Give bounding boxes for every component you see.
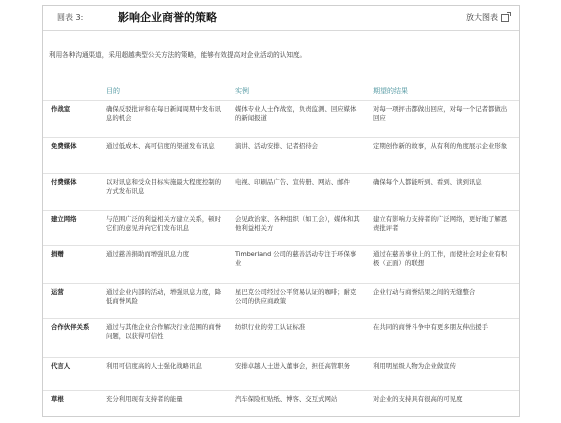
row-purpose: 通过低成本、高可信度的渠道发布讯息 <box>106 142 215 150</box>
row-purpose: 通过与其他企业合作解决行业范围的商誉问题，以获得可信性 <box>106 323 222 340</box>
row-example: 演讲、活动安排、记者招待会 <box>235 142 319 150</box>
row-name: 免费媒体 <box>51 142 77 150</box>
row-example: Timberland 公司的慈善活动专注于环保事业 <box>235 250 357 267</box>
row-name: 付费媒体 <box>51 178 77 186</box>
header-divider <box>43 30 519 31</box>
row-example: 汽车保险杠贴纸、博客、交互式网站 <box>235 395 338 403</box>
table-row <box>43 318 519 357</box>
row-name: 合作伙伴关系 <box>51 323 90 331</box>
row-expected: 在共同的商誉斗争中有更多朋友伸出援手 <box>373 323 489 331</box>
row-expected: 企业行动与商誉结果之间的无缝整合 <box>373 288 476 296</box>
table-row <box>43 283 519 318</box>
row-name: 作战室 <box>51 105 71 113</box>
table-row <box>43 173 519 210</box>
figure-title: 影响企业商誉的策略 <box>118 11 217 24</box>
column-headers <box>43 86 519 98</box>
table-row <box>43 137 519 173</box>
figure-panel <box>42 5 520 417</box>
figure-header <box>43 6 519 30</box>
table-row <box>43 100 519 137</box>
column-header-purpose: 目的 <box>106 87 120 95</box>
row-expected: 利用明星级人物为企业做宣传 <box>373 362 457 370</box>
row-example: 安排卓越人士进入董事会，担任高管职务 <box>235 362 351 370</box>
row-name: 代言人 <box>51 362 71 370</box>
row-expected: 定期创作新的故事，从有利的角度展示企业形象 <box>373 142 508 150</box>
figure-label: 圆表 3: <box>57 13 84 22</box>
row-purpose: 通过慈善捐助而增强讯息力度 <box>106 250 190 258</box>
row-expected: 确保每个人都能听到、看到、读到讯息 <box>373 178 482 186</box>
intro-text: 利用各种沟通渠道，采用超越典型公关方法的策略，能够有效提高对企业活动的认知度。 <box>49 51 307 59</box>
row-example: 纺织行业的劳工认证标准 <box>235 323 306 331</box>
row-expected: 对企业的支持具有很高的可见度 <box>373 395 463 403</box>
table-row <box>43 357 519 390</box>
row-purpose: 确保反驳批评和在每日新闻周期中发布讯息的机会 <box>106 105 222 122</box>
row-expected: 通过在慈善事业上的工作，而使社会对企业有积极（正面）的联想 <box>373 250 508 267</box>
external-link-icon[interactable] <box>501 14 509 22</box>
column-header-example: 实例 <box>235 87 249 95</box>
row-purpose: 充分利用现有支持者的能量 <box>106 395 183 403</box>
row-purpose: 以对讯息和受众目标实施最大程度控制的方式发布讯息 <box>106 178 222 195</box>
enlarge-label[interactable]: 放大图表 <box>466 13 498 22</box>
row-name: 捐赠 <box>51 250 64 258</box>
table-row <box>43 390 519 421</box>
row-example: 媒体专业人士作战室，负责监测、回应媒体的新闻报道 <box>235 105 357 122</box>
row-name: 建立网络 <box>51 215 77 223</box>
row-expected: 对每一项抨击都做出回应，对每一个记者都做出回应 <box>373 105 508 122</box>
row-purpose: 通过企业内部的活动，增强讯息力度，降低商誉风险 <box>106 288 222 305</box>
row-purpose: 利用可信度高的人士强化战略讯息 <box>106 362 202 370</box>
strategy-table <box>43 100 519 421</box>
row-name: 草根 <box>51 395 64 403</box>
row-example: 星巴克公司经过公平贸易认证的咖啡；耐克公司的供应商政策 <box>235 288 357 305</box>
row-example: 会见政治家、各种组织（如工会），媒体和其他利益相关方 <box>235 215 360 232</box>
enlarge-chart-link[interactable] <box>466 12 509 23</box>
column-header-expected: 期望的结果 <box>373 87 408 95</box>
table-row <box>43 245 519 283</box>
row-example: 电视、印刷品广告、宣传册、网站、邮件 <box>235 178 351 186</box>
table-row <box>43 210 519 245</box>
row-name: 运营 <box>51 288 64 296</box>
row-purpose: 与范围广泛的利益相关方建立关系，顿时它们的意见并向它们发布讯息 <box>106 215 222 232</box>
row-expected: 建立有影响力支持者的广泛网络，更好地了解恩责批评者 <box>373 215 508 232</box>
